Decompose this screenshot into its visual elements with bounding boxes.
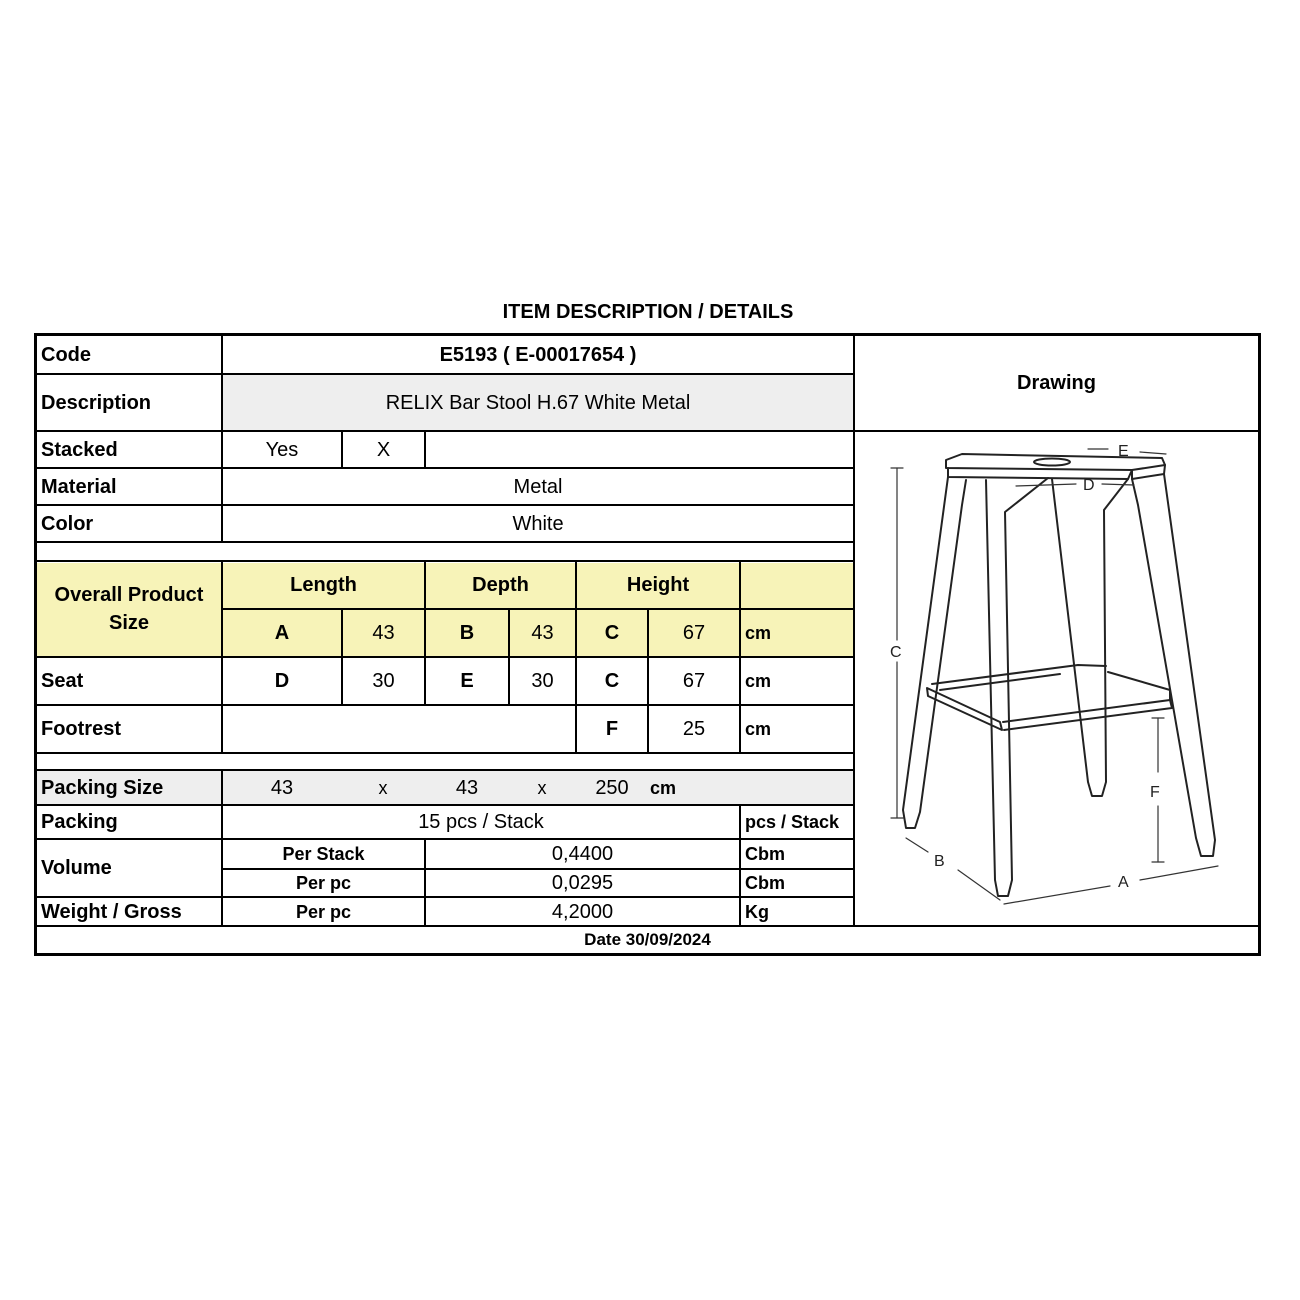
description-value: RELIX Bar Stool H.67 White Metal [385, 391, 691, 414]
material-label: Material [41, 475, 117, 498]
dim-label-c: C [890, 644, 902, 661]
overall-a-value: 43 [372, 622, 395, 644]
depth-header: Depth [472, 574, 529, 596]
drawing-label: Drawing [1017, 372, 1096, 394]
volume-per-stack-label: Per Stack [282, 844, 365, 864]
stool-footrest [927, 665, 1172, 730]
volume-per-pc-label: Per pc [295, 873, 352, 893]
seat-e-label: E [460, 670, 474, 692]
seat-d-label: D [274, 670, 290, 692]
code-value: E5193 ( E-00017654 ) [439, 343, 637, 366]
packing-size-label: Packing Size [41, 776, 164, 799]
volume-per-stack-value: 0,4400 [551, 843, 614, 865]
packing-size-width: 43 [455, 776, 479, 799]
height-header: Height [626, 574, 690, 596]
rule [424, 432, 426, 467]
footrest-unit: cm [745, 719, 772, 739]
dim-label-d: D [1083, 477, 1095, 494]
dim-label-e: E [1118, 443, 1129, 460]
material-value: Metal [513, 475, 563, 498]
date-footer: Date 30/09/2024 [584, 930, 711, 949]
seat-c-value: 67 [682, 670, 706, 692]
stacked-yes: Yes [265, 438, 299, 461]
packing-label: Packing [41, 811, 118, 833]
rule [37, 541, 854, 543]
weight-per-pc-label: Per pc [295, 901, 352, 922]
overall-b-value: 43 [531, 622, 554, 644]
dimension-lines [891, 449, 1218, 904]
color-value: White [512, 512, 564, 535]
seat-c-label: C [604, 670, 620, 692]
packing-size-unit: cm [649, 777, 676, 798]
dim-label-f: F [1150, 784, 1160, 801]
overall-size-label: Overall Product Size [54, 584, 204, 634]
seat-d-value: 30 [372, 670, 395, 692]
seat-label: Seat [41, 670, 84, 692]
seat-e-value: 30 [531, 670, 554, 692]
packing-size-height: 250 [595, 776, 629, 799]
packing-size-x2: x [537, 777, 547, 798]
volume-per-pc-value: 0,0295 [551, 872, 614, 894]
volume-per-pc-unit: Cbm [745, 873, 785, 893]
overall-c-value: 67 [682, 622, 706, 644]
packing-unit: pcs / Stack [745, 812, 840, 832]
packing-value: 15 pcs / Stack [418, 811, 544, 833]
border-right [1258, 333, 1261, 956]
dim-label-a: A [1118, 874, 1129, 891]
weight-unit: Kg [745, 901, 769, 922]
footrest-f-label: F [605, 718, 619, 740]
seat-unit: cm [745, 671, 772, 691]
bar-stool-drawing [855, 432, 1258, 925]
color-label: Color [41, 512, 94, 535]
footrest-f-value: 25 [682, 718, 706, 740]
stool-seat [946, 454, 1165, 479]
dim-label-b: B [934, 853, 945, 870]
weight-value: 4,2000 [551, 900, 614, 923]
footrest-label: Footrest [41, 718, 121, 740]
packing-size-length: 43 [270, 776, 294, 799]
stacked-mark: X [376, 438, 391, 461]
stool-leg-back-left [1052, 479, 1128, 796]
document-title: ITEM DESCRIPTION / DETAILS [502, 301, 794, 323]
border-bottom [34, 953, 1261, 956]
volume-per-stack-unit: Cbm [745, 844, 785, 864]
overall-a-label: A [274, 622, 290, 644]
weight-label: Weight / Gross [41, 900, 182, 923]
rule [37, 752, 854, 754]
stool-leg-front-left [903, 477, 966, 828]
code-label: Code [41, 343, 91, 366]
packing-size-x1: x [378, 777, 388, 798]
stool-leg-back-right [1132, 474, 1215, 856]
overall-c-label: C [604, 622, 620, 644]
stool-leg-front-right [986, 478, 1048, 896]
overall-b-label: B [459, 622, 475, 644]
length-header: Length [290, 574, 357, 596]
stacked-label: Stacked [41, 438, 118, 461]
overall-unit: cm [745, 623, 772, 643]
volume-label: Volume [41, 857, 112, 879]
description-label: Description [41, 391, 152, 414]
